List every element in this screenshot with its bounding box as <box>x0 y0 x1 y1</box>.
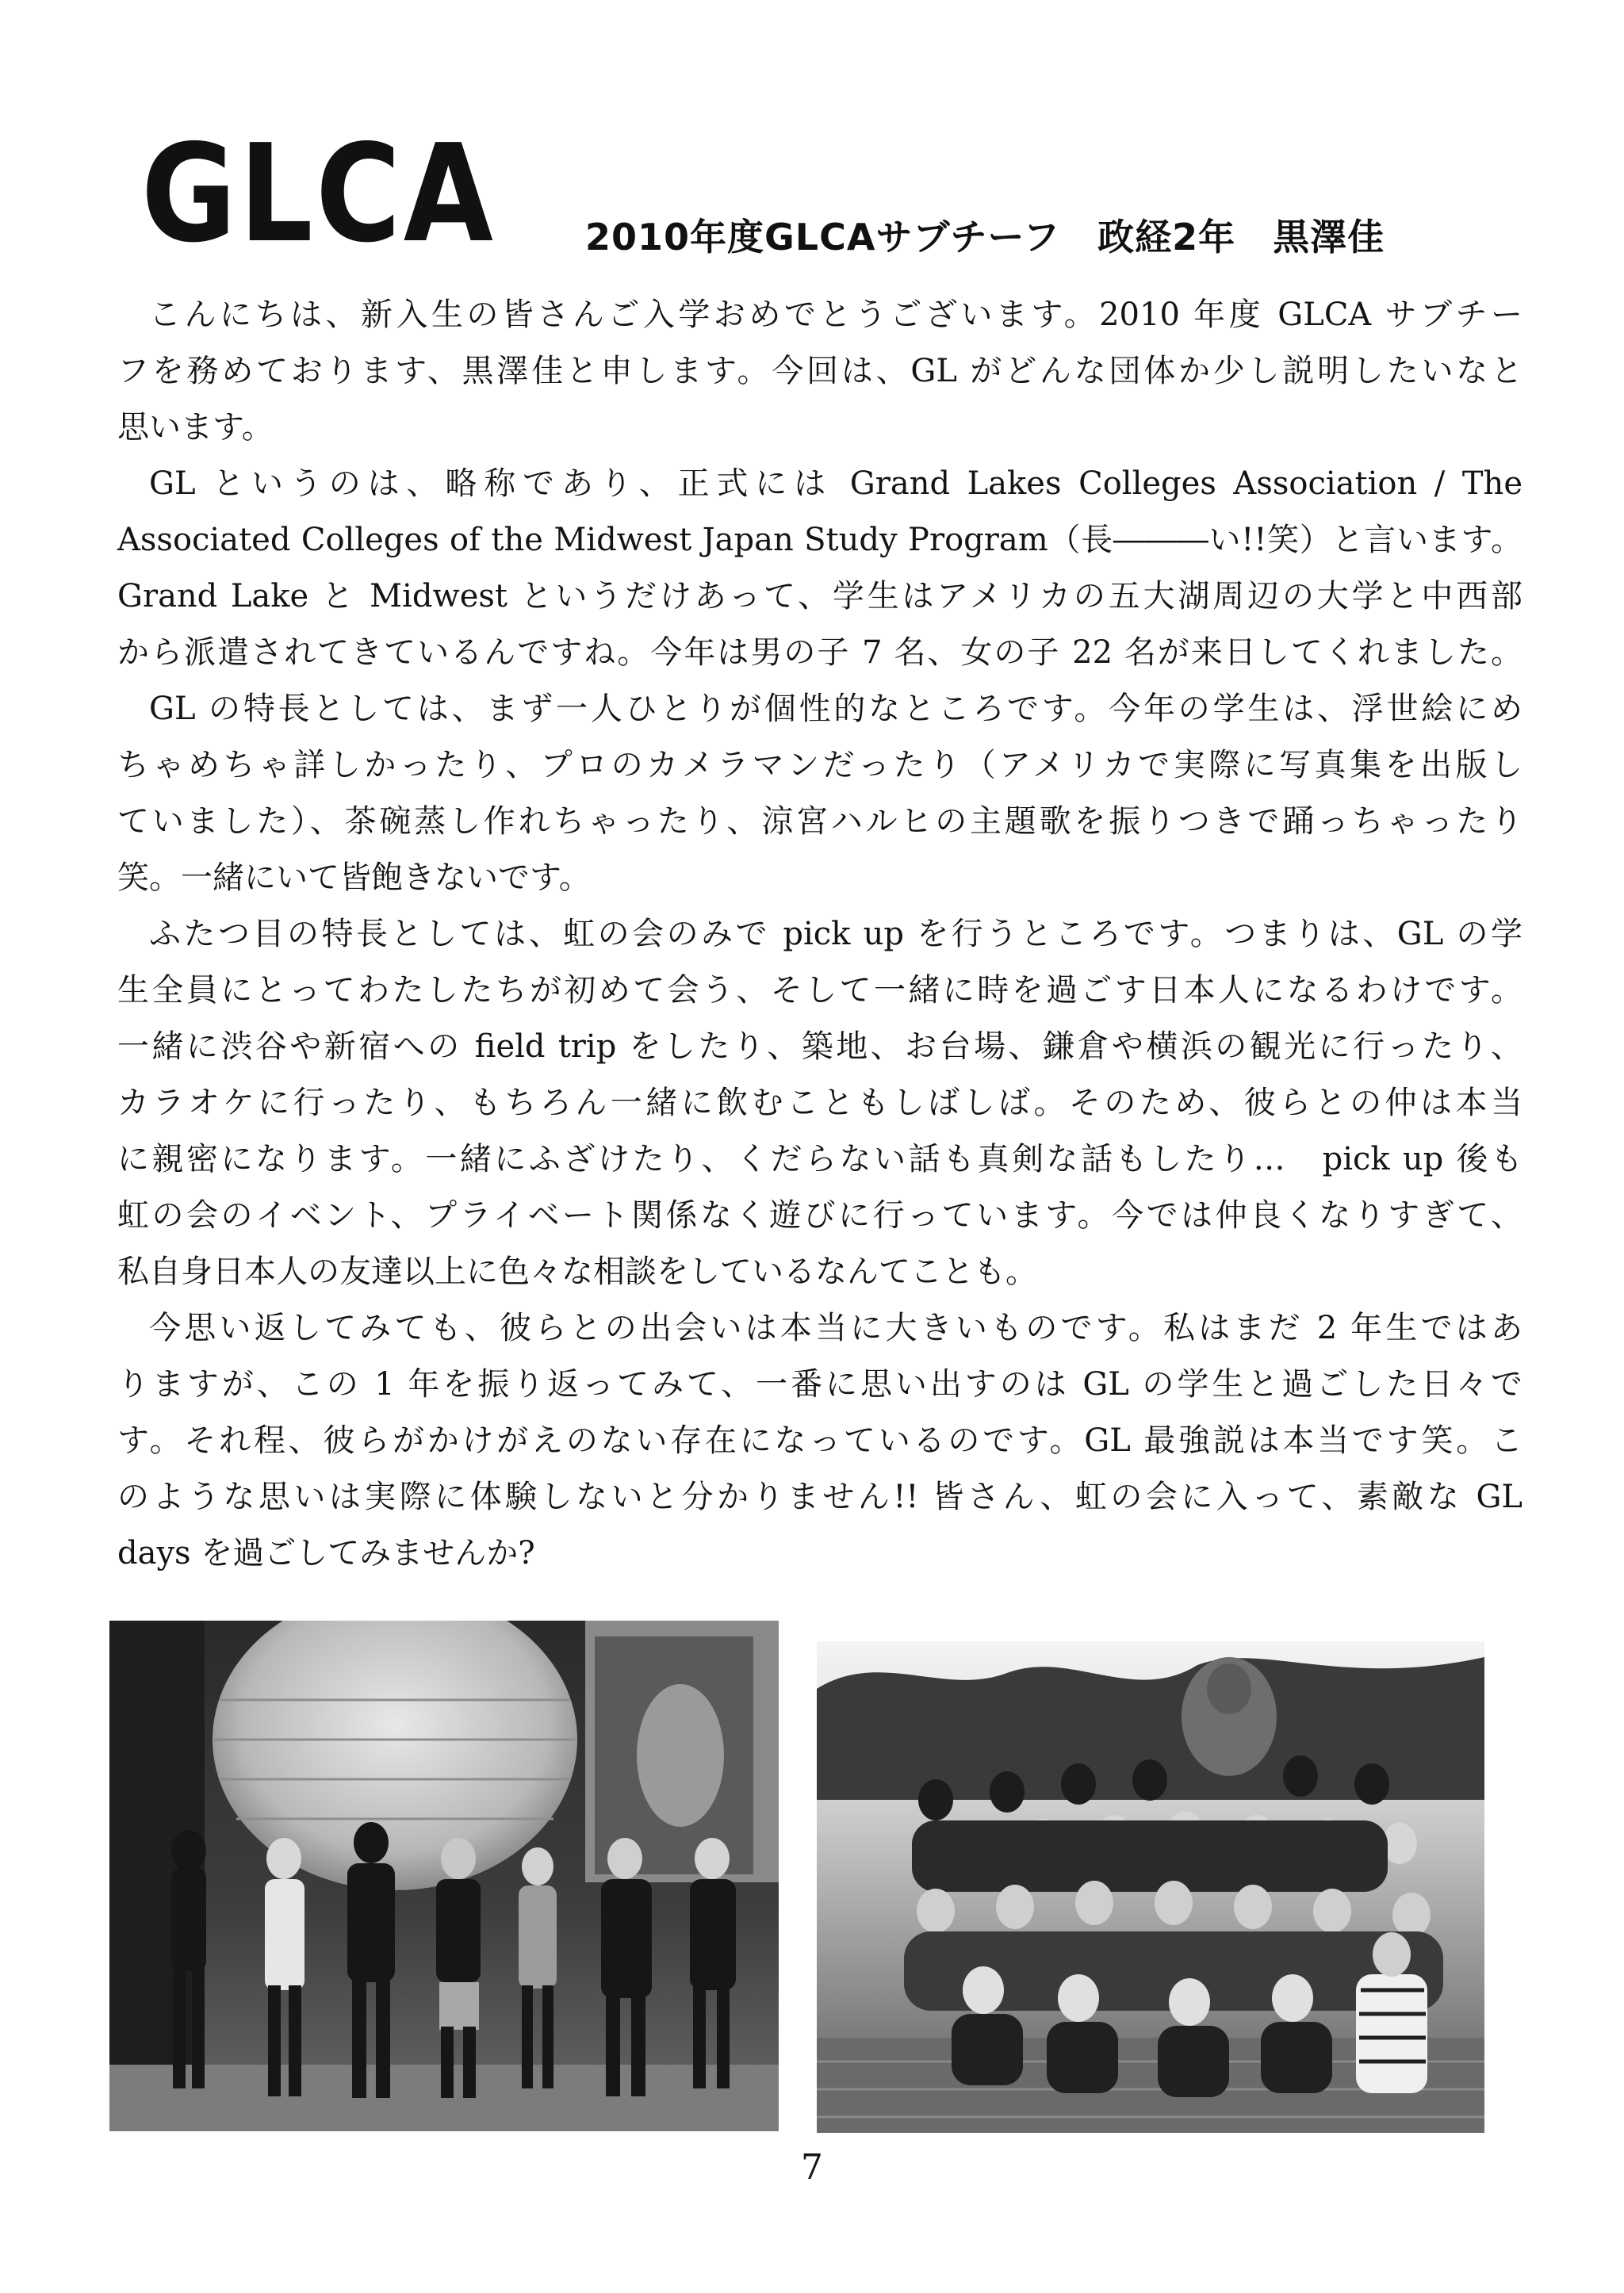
article-line: ていました）、茶碗蒸し作れちゃったり、涼宮ハルヒの主題歌を振りつきで踊っちゃったり <box>117 803 1522 840</box>
article-line: 思います。 <box>117 409 274 446</box>
article-line: に親密になります。一緒にふざけたり、くだらない話も真剣な話もしたり… pick up 後も <box>117 1141 1522 1177</box>
article-line: のような思いは実際に体験しないと分かりません!! 皆さん、虹の会に入って、素敵な GL <box>117 1479 1522 1515</box>
article-line: Associated Colleges of the Midwest Japan Study Program（長―――い!!笑）と言います。 <box>117 522 1522 558</box>
photo-temple-gate-night <box>109 1621 779 2131</box>
article-line: 生全員にとってわたしたちが初めて会う、そして一緒に時を過ごす日本人になるわけです。 <box>117 972 1522 1009</box>
glca-logo: GLCA <box>141 116 496 273</box>
article-line: フを務めております、黒澤佳と申します。今回は、GL がどんな団体か少し説明したいなと <box>117 353 1522 389</box>
author-byline: 2010年度GLCAサブチーフ 政経2年 黒澤佳 <box>585 216 1385 258</box>
page-number: 7 <box>801 2147 823 2188</box>
article-line: ふたつ目の特長としては、虹の会のみで pick up を行うところです。つまりは、GL の学 <box>149 916 1522 952</box>
article-line: 一緒に渋谷や新宿への field trip をしたり、築地、お台場、鎌倉や横浜の観光に行ったり、 <box>117 1028 1522 1065</box>
article-line: 虹の会のイベント、プライベート関係なく遊びに行っています。今では仲良くなりすぎて、 <box>117 1197 1522 1234</box>
article-line: こんにちは、新入生の皆さんご入学おめでとうございます。2010 年度 GLCA サブチー <box>149 297 1522 333</box>
article-line: カラオケに行ったり、もちろん一緒に飲むこともしばしば。そのため、彼らとの仲は本当 <box>117 1085 1522 1121</box>
article-line: 私自身日本人の友達以上に色々な相談をしているなんてことも。 <box>117 1254 1037 1290</box>
article-line: 笑。一緒にいて皆飽きないです。 <box>117 859 591 896</box>
article-line: す。それ程、彼らがかけがえのない存在になっているのです。GL 最強説は本当です笑。こ <box>117 1422 1522 1459</box>
article-line: ちゃめちゃ詳しかったり、プロのカメラマンだったり（アメリカで実際に写真集を出版し <box>117 747 1522 783</box>
article-line: GL というのは、略称であり、正式には Grand Lakes Colleges Association / The <box>149 465 1522 502</box>
photo-group-great-buddha <box>817 1641 1484 2133</box>
article-body <box>117 287 1522 1582</box>
article-line: GL の特長としては、まず一人ひとりが個性的なところです。今年の学生は、浮世絵にめ <box>149 691 1522 727</box>
article-line: から派遣されてきているんですね。今年は男の子 7 名、女の子 22 名が来日してくれました。 <box>117 634 1522 671</box>
article-line: days を過ごしてみませんか? <box>117 1535 535 1571</box>
article-line: りますが、この 1 年を振り返ってみて、一番に思い出すのは GL の学生と過ごした日々で <box>117 1366 1522 1403</box>
article-line: Grand Lake と Midwest というだけあって、学生はアメリカの五大湖周辺の大学と中西部 <box>117 578 1522 614</box>
article-line: 今思い返してみても、彼らとの出会いは本当に大きいものです。私はまだ 2 年生ではあ <box>149 1310 1522 1346</box>
